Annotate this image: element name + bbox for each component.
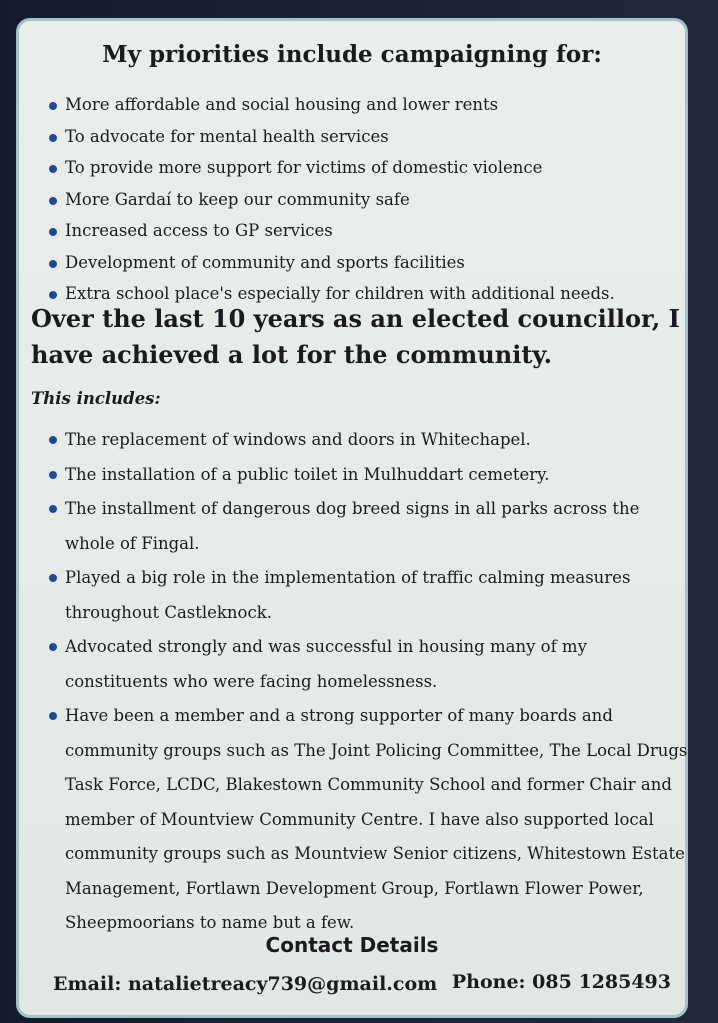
contact-phone: Phone: 085 1285493: [451, 971, 671, 993]
list-item: [49, 423, 694, 458]
achievement-text: The replacement of windows and doors in Whitechapel.: [65, 430, 531, 449]
achievement-text: Have been a member and a strong supporter of many boards and community groups such as The Joint Policing Committee, The Local Drugs Task Force, LCDC, Blakestown Community School and former Chair and member of Mountview Community Centre. I have also supported local community groups such as Mountview Senior citizens, Whitestown Estate Management, Fortlawn Development Group, Fortlawn Flower Power, Sheepmoorians to name but a few.: [65, 706, 688, 932]
list-item: [49, 561, 694, 630]
bullet-icon: [49, 102, 57, 110]
priority-text: Extra school place's especially for children with additional needs.: [65, 284, 615, 303]
priority-text: To advocate for mental health services: [65, 126, 389, 146]
list-item: [49, 699, 694, 941]
list-item: [49, 458, 694, 493]
priorities-heading: My priorities include campaigning for:: [102, 41, 602, 68]
bullet-icon: [49, 260, 57, 268]
achievement-text: The installment of dangerous dog breed signs in all parks across the whole of Fingal.: [65, 499, 640, 553]
achievements-heading: Over the last 10 years as an elected councillor, I have achieved a lot for the community.: [31, 304, 680, 369]
priorities-list: [49, 89, 679, 310]
achievements-subheading: This includes:: [31, 389, 161, 408]
bullet-icon: [49, 436, 57, 444]
contact-email: Email: natalietreacy739@gmail.com: [53, 973, 438, 995]
bullet-icon: [49, 505, 57, 513]
achievement-text: The installation of a public toilet in Mulhuddart cemetery.: [65, 464, 550, 484]
contact-title: Contact Details: [265, 933, 439, 957]
priority-text: More affordable and social housing and lower rents: [65, 95, 499, 114]
priority-text: More Gardaí to keep our community safe: [65, 189, 410, 209]
list-item: [49, 630, 694, 699]
bullet-icon: [49, 291, 57, 299]
list-item: [49, 152, 679, 184]
list-item: [49, 184, 679, 216]
bullet-icon: [49, 228, 57, 236]
bullet-icon: [49, 197, 57, 205]
bullet-icon: [49, 712, 57, 720]
list-item: [49, 89, 679, 121]
achievement-text: Advocated strongly and was successful in housing many of my constituents who were facing homelessness.: [65, 637, 587, 691]
list-item: [49, 492, 694, 561]
bullet-icon: [49, 643, 57, 651]
priority-text: Increased access to GP services: [65, 221, 333, 240]
flyer-card: [16, 18, 688, 1018]
priority-text: To provide more support for victims of domestic violence: [65, 158, 543, 177]
bullet-icon: [49, 134, 57, 142]
achievement-text: Played a big role in the implementation of traffic calming measures throughout Castleknock.: [65, 568, 631, 622]
list-item: [49, 121, 679, 153]
list-item: [49, 247, 679, 279]
achievements-list: [49, 423, 694, 941]
bullet-icon: [49, 574, 57, 582]
bullet-icon: [49, 471, 57, 479]
priority-text: Development of community and sports facilities: [65, 252, 465, 272]
bullet-icon: [49, 165, 57, 173]
list-item: [49, 215, 679, 247]
